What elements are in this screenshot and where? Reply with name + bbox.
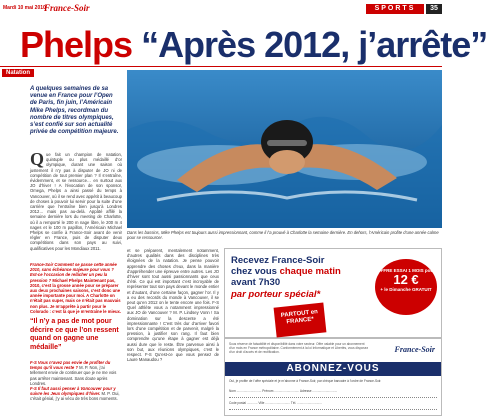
body-text-1: ue fait un champion de natation, quintuple ou plus médaillé d’or olympique, durant une saison où justement il n’y pas à disputer de JO ni de compétition de tout premier plan ? Il s’entraîne, évidemment, et se ressource… en surtout aux JO d’hiver ! A l’évocation de son sponsor, Omega, Phelps a ainsi passé du temps à Vancouver, où il se rend avec appétit à beaucoup de choses à pouvoir lui servir pour la suite d’une carrière que l’entraîne bien jusqu’à Londres 2012… mais pas au-delà. Appâté affilé la semaine dernière lors du meeting de Charlotte, où il a remporté le 200 m nage libre, le 200 m 4 nages et le 100 m papillon, l’Américain Michael Phelps se confie à France-Soir avant de venir régler en France, puis de disputer deux compétitions dans son pays au suivi, qualificatives pour les Mondiaux 2011. [30,152,122,251]
article-body-column-3: et se préparent, mentalement notamment, d’autres qualités dans des disciplines très éloignées de la natation. Je pense pouvoir apprendre des choses d’eux, dans la manière d’appréhender une épreuve entre autres. Les JO d’hiver sont tout aussi passionnants que ceux d’été. Ce qui est important c’est incroyable de représenter tout son pays devant le monde entier et d’autant, d’une certaine façon, gagner l’or. Il y a eu des records du monde à Vancouver, il se peut qu’en 2012 on le tente encore une fois. F-S Quel athlète vous a notamment impressionné aux JO de Vancouver ? M. P. Lindsey Vonn ! Sa domination sur la descente a été impressionnante ! C’est très dur d’arriver favori lors d’une compétition et de parvenir, malgré la pression, à justifier son rang. Il faut bien comprendre qu’une étape à gagner est déjà aussi dure que le reste. Être parvenue ainsi à son but, aux réunions olympiques, c’est le respect. F-S Qu’est-ce que vous pensez de Laure Manaudou ? [127,248,219,363]
interview-answer: Michael Phelps Maintenant pas, 2010, c’est la grosse année pour se préparer aux deux prochaines saisons, c’est donc une année importante pour moi. A Charlotte on n’était pas super, mais ce n’était pas mauvais non plus. Je m’apprête à partir pour le Colorado : c’est là que je m’entraîne le mieux. [30,277,121,314]
interview-question: F-S Vous n’avez pas envie de profiter du temps qu’il vous reste ? [30,360,111,371]
interview-block-2 [30,360,122,416]
promo-delivery: par porteur spécial* [231,289,321,300]
interview-answer: M. P. Non, j’ai tellement envie de continuer que je ne me vois pas arrêter maintenant. Sans doute après Londres. [30,365,117,386]
page-number: 35 [426,4,442,14]
promo-line1-c: chaque matin [279,266,341,277]
page-header [0,2,442,16]
subscription-form [224,338,442,416]
interview-answer: M. P. Oui, c’était génial, j’y ai vécu de très bons moments. [30,391,120,402]
offer-price: 12 € [393,272,419,287]
fine-print: Sous réserve de faisabilité et disponibilité dans votre secteur. Offre valable pour un abonnement d’un mois en France métropolitaine. Conformément à la loi Informatique et Libertés, vous disposez d’un droit d’accès et de rectification. [229,342,369,354]
section-label: SPORTS [366,4,424,14]
offer-bottom: + le Dimanche GRATUIT [380,287,432,292]
promo-headline [231,255,341,277]
form-line-3: Code postal ............ Ville ............................ Tél. ............................ [229,401,322,405]
headline-quote: “Après 2012, j’arrête” [141,24,487,65]
form-logo: France-Soir [394,345,435,354]
headline-name: Phelps [20,24,133,65]
subscribe-banner: ABONNEZ-VOUS [225,362,441,376]
trial-offer-badge [375,259,437,315]
article-headline [20,24,487,66]
swimmer-photo [127,70,442,228]
delivery-promo [224,248,442,338]
article-body-column-1 [30,149,122,264]
form-field-1[interactable] [229,394,437,398]
interview-block-1 [30,262,122,314]
category-tag: Natation [2,69,34,77]
pull-quote: “Il n’y a pas de mot pour décrire ce que l’on ressent quand on gagne une médaille” [30,318,119,351]
promo-line1-b: chez vous [231,266,277,277]
promo-time: avant 7h30 [231,277,281,288]
headline-divider [0,66,442,67]
swimmer-image [127,70,442,228]
promo-line1-a: Recevez France-Soir [231,255,325,266]
article-lede: A quelques semaines de sa venue en France pour l’Open de Paris, fin juin, l’Américain Mike Phelps, recordman du nombre de titres olympiques, s’est confié sur son actualité privée de compétition majeure. [30,86,119,136]
interview-question: F-S Il faut aussi penser à Vancouver pour y suivre les Jeux olympiques d’hiver. [30,386,116,397]
photo-caption: Dans les bassins, Mike Phelps est toujours aussi impressionnant, comme il l’a prouvé à Charlotte la semaine dernière. En dehors, l’Américain profite d’une année calme pour se ressourcer. [127,230,439,241]
drop-cap: Q [30,149,45,169]
form-line-2: Nom ............................ Prénom ............................ Adresse ............................ [229,389,338,393]
interview-question: France-Soir Comment se passe cette année 2010, sans échéance majeure pour vous ? Est-ce l’occasion de relâcher un peu la pression ? [30,262,117,283]
issue-date: Mardi 10 mai 2010 [3,5,46,11]
offer-top: OFFRE ESSAI 1 MOIS pour [377,268,435,273]
form-field-2[interactable] [229,406,437,410]
masthead-logo: France-Soir [44,3,90,13]
form-line-1: Oui, je profite de l’offre spéciale et je m’abonne à France-Soir, par chèque bancaire à l’ordre de France-Soir. [229,379,382,383]
coverage-badge: PARTOUT en FRANCE* [274,302,327,337]
